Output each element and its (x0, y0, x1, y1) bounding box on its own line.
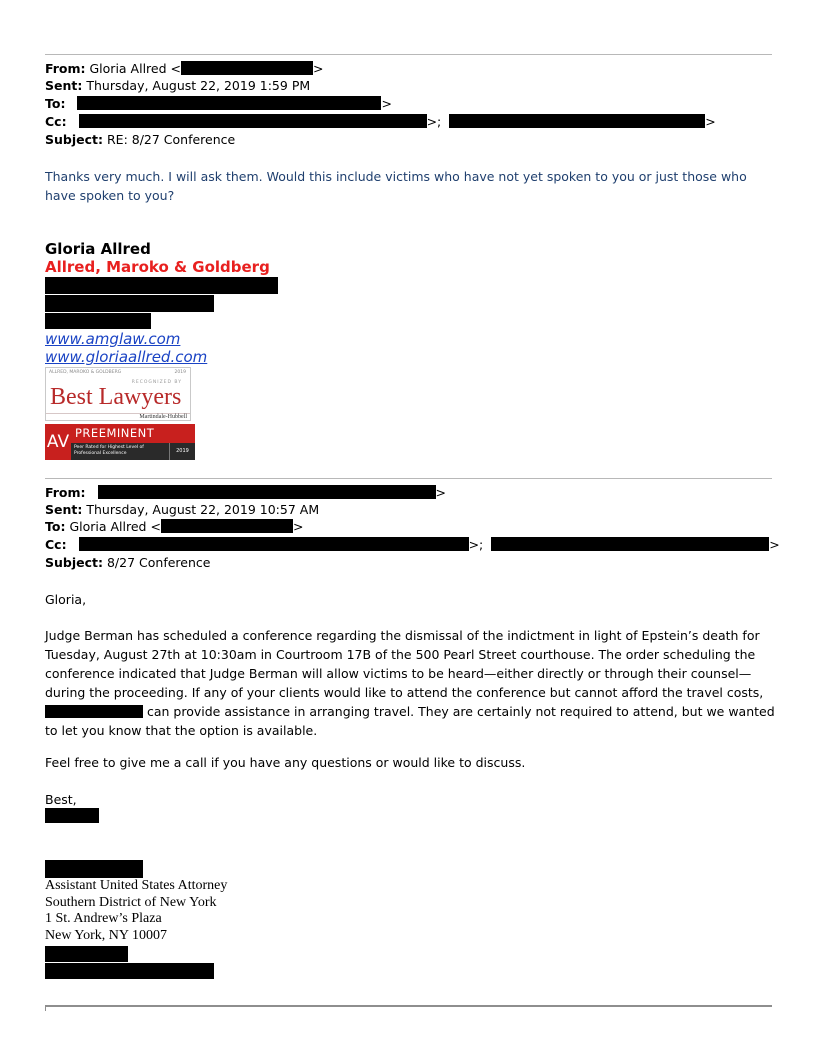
subject-label: Subject: (45, 132, 103, 147)
divider-tick (45, 1005, 46, 1011)
gloriaallred-link[interactable]: www.gloriaallred.com (45, 348, 208, 366)
bracket: > (292, 519, 304, 534)
av-preeminent-badge (45, 424, 195, 460)
subject-value: RE: 8/27 Conference (106, 132, 236, 147)
badge-title: PREEMINENT (71, 424, 195, 443)
original-sent-line (45, 501, 319, 518)
bracket: > (381, 96, 392, 111)
redaction (161, 519, 293, 533)
redaction (45, 705, 143, 718)
divider (45, 1005, 772, 1007)
original-subject-line (45, 554, 210, 571)
redaction (79, 114, 427, 128)
sent-label: Sent: (45, 78, 83, 93)
bracket: > (313, 61, 324, 76)
av-logo: AV (45, 424, 71, 460)
body-paragraph-2: Feel free to give me a call if you have any questions or would like to discuss. (45, 755, 526, 770)
from-label: From: (45, 485, 86, 500)
badge-year: 2019 (174, 370, 186, 375)
redaction (77, 96, 381, 110)
original-cc-line (45, 536, 780, 553)
closing: Best, (45, 792, 77, 807)
redaction (45, 946, 128, 962)
from-label: From: (45, 61, 86, 76)
to-value: Gloria Allred < (69, 519, 161, 534)
divider (45, 478, 772, 479)
sender-address-1: 1 St. Andrew’s Plaza (45, 911, 162, 926)
subject-label: Subject: (45, 555, 103, 570)
redaction (79, 537, 469, 551)
redaction (449, 114, 705, 128)
to-label: To: (45, 96, 66, 111)
bracket: > (435, 485, 446, 500)
sent-value: Thursday, August 22, 2019 1:59 PM (86, 78, 311, 93)
separator: >; (426, 114, 442, 129)
to-label: To: (45, 519, 66, 534)
badge-year: 2019 (169, 443, 195, 460)
signature-firm: Allred, Maroko & Goldberg (45, 258, 270, 276)
best-lawyers-badge (45, 367, 191, 421)
redaction (45, 295, 214, 312)
greeting: Gloria, (45, 592, 87, 607)
body-text: can provide assistance in arranging travel. They are certainly not required to attend, but we wanted to let you know that the option is available. (45, 704, 775, 738)
body-paragraph-1 (45, 626, 775, 740)
redaction (45, 963, 214, 979)
amglaw-link[interactable]: www.amglaw.com (45, 330, 181, 348)
redaction (181, 61, 313, 75)
from-value: Gloria Allred < (89, 61, 181, 76)
reply-cc-line (45, 113, 716, 130)
divider (45, 54, 772, 55)
bracket: > (769, 537, 780, 552)
reply-body: Thanks very much. I will ask them. Would this include victims who have not yet spoken to you or just those who have spoken to you? (45, 169, 747, 203)
badge-title: Best Lawyers (50, 384, 182, 410)
sender-title: Assistant United States Attorney (45, 878, 228, 893)
redaction (45, 277, 278, 294)
redaction (98, 485, 436, 499)
body-text: Judge Berman has scheduled a conference regarding the dismissal of the indictment in light of Epstein’s death for Tuesday, August 27th at 10:30am in Courtroom 17B of the 500 Pearl Street courthouse. The order scheduling the conference indicated that Judge Berman will allow victims to be heard—either directly or through their counsel—during the proceeding. If any of your clients would like to attend the conference but cannot afford the travel costs, (45, 628, 764, 700)
badge-recognized: RECOGNIZED BY (131, 380, 182, 385)
sent-value: Thursday, August 22, 2019 10:57 AM (86, 502, 320, 517)
reply-from-line (45, 60, 323, 77)
sent-label: Sent: (45, 502, 83, 517)
badge-peer-text: Peer Rated for Highest Level of Professional Excellence (71, 443, 169, 460)
sender-office: Southern District of New York (45, 895, 217, 910)
original-to-line (45, 518, 303, 535)
sender-address-2: New York, NY 10007 (45, 928, 167, 943)
redaction (45, 860, 143, 878)
reply-to-line (45, 95, 392, 112)
redaction (491, 537, 769, 551)
reply-subject-line (45, 131, 235, 148)
cc-label: Cc: (45, 537, 67, 552)
badge-sub: Martindale-Hubbell (139, 414, 187, 420)
redaction (45, 808, 99, 823)
signature-name: Gloria Allred (45, 240, 151, 258)
separator: >; (468, 537, 484, 552)
cc-label: Cc: (45, 114, 67, 129)
bracket: > (705, 114, 716, 129)
reply-sent-line (45, 77, 310, 94)
subject-value: 8/27 Conference (106, 555, 211, 570)
redaction (45, 313, 151, 329)
original-from-line (45, 484, 446, 501)
badge-caption: ALLRED, MAROKO & GOLDBERG (49, 370, 122, 375)
